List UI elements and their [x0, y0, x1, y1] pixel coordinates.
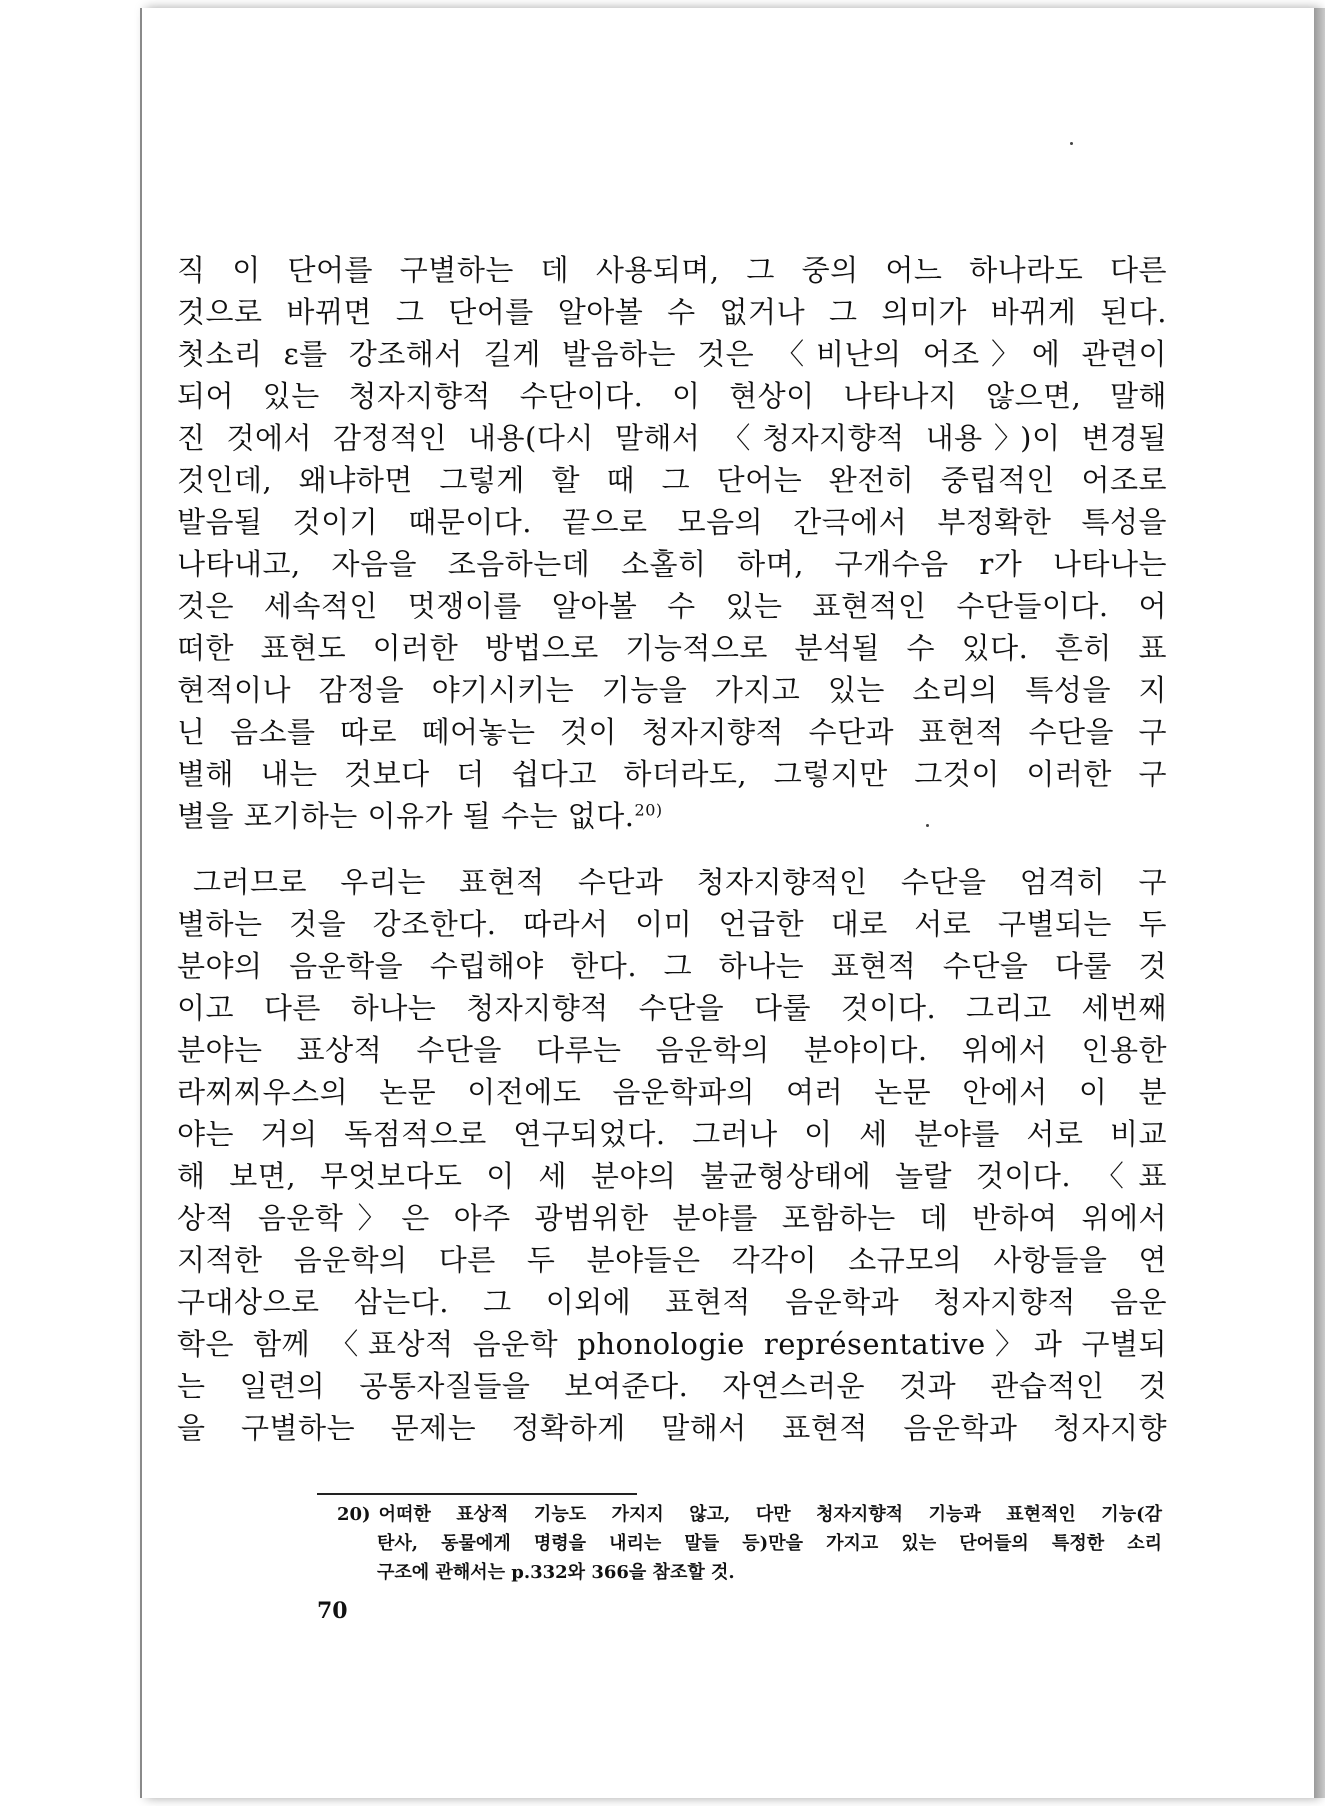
- footnote-line: 탄사, 동물에게 명령을 내리는 말들 등)만을 가지고 있는 단어들의 특정한 소리: [377, 1533, 1162, 1554]
- text-line: 라찌찌우스의 논문 이전에도 음운학파의 여러 논문 안에서 이 분: [177, 1075, 1167, 1109]
- page-edge-shadow: [1314, 8, 1325, 1798]
- text-line: 직 이 단어를 구별하는 데 사용되며, 그 중의 어느 하나라도 다른: [177, 253, 1167, 287]
- text-line: 분야의 음운학을 수립해야 한다. 그 하나는 표현적 수단을 다룰 것: [177, 949, 1167, 983]
- text-line: 분야는 표상적 수단을 다루는 음운학의 분야이다. 위에서 인용한: [177, 1033, 1167, 1067]
- page-number: 70: [317, 1598, 348, 1624]
- text-line: 해 보면, 무엇보다도 이 세 분야의 불균형상태에 놀랄 것이다. 〈표: [177, 1159, 1167, 1193]
- text-line-last: [177, 796, 1167, 836]
- paragraph-1: [177, 250, 1167, 836]
- text-line: 이고 다른 하나는 청자지향적 수단을 다룰 것이다. 그리고 세번째: [177, 991, 1167, 1025]
- text-line: 그러므로 우리는 표현적 수단과 청자지향적인 수단을 엄격히 구: [193, 865, 1167, 899]
- footnote-marker: 20): [337, 1504, 371, 1525]
- ink-speck: [926, 824, 929, 827]
- text-line: 별해 내는 것보다 더 쉽다고 하더라도, 그렇지만 그것이 이러한 구: [177, 757, 1167, 791]
- footnote-separator: [317, 1493, 637, 1495]
- text-line: 것으로 바뀌면 그 단어를 알아볼 수 없거나 그 의미가 바뀌게 된다.: [177, 295, 1167, 329]
- footnote-line: [337, 1500, 1162, 1529]
- text-line: 닌 음소를 따로 떼어놓는 것이 청자지향적 수단과 표현적 수단을 구: [177, 715, 1167, 749]
- ink-speck: [1070, 142, 1073, 145]
- text-line: 발음될 것이기 때문이다. 끝으로 모음의 간극에서 부정확한 특성을: [177, 505, 1167, 539]
- footnote-line: 구조에 관해서는 p.332와 366을 참조할 것.: [377, 1562, 735, 1583]
- text-line-content: 별을 포기하는 이유가 될 수는 없다.: [177, 799, 635, 833]
- body-text: [177, 250, 1167, 1450]
- text-line: 것은 세속적인 멋쟁이를 알아볼 수 있는 표현적인 수단들이다. 어: [177, 589, 1167, 623]
- text-line: 학은 함께 〈표상적 음운학 phonologie représentative〉과 구별되: [177, 1327, 1167, 1361]
- text-line: 첫소리 ε를 강조해서 길게 발음하는 것은 〈비난의 어조〉에 관련이: [177, 337, 1167, 371]
- text-line: 는 일련의 공통자질들을 보여준다. 자연스러운 것과 관습적인 것: [177, 1369, 1167, 1403]
- text-line: 것인데, 왜냐하면 그렇게 할 때 그 단어는 완전히 중립적인 어조로: [177, 463, 1167, 497]
- text-line: 상적 음운학〉은 아주 광범위한 분야를 포함하는 데 반하여 위에서: [177, 1201, 1167, 1235]
- text-line: 현적이나 감정을 야기시키는 기능을 가지고 있는 소리의 특성을 지: [177, 673, 1167, 707]
- footnote-ref[interactable]: 20): [634, 800, 663, 820]
- text-line: 떠한 표현도 이러한 방법으로 기능적으로 분석될 수 있다. 흔히 표: [177, 631, 1167, 665]
- text-line: 별하는 것을 강조한다. 따라서 이미 언급한 대로 서로 구별되는 두: [177, 907, 1167, 941]
- text-line: 나타내고, 자음을 조음하는데 소홀히 하며, 구개수음 r가 나타나는: [177, 547, 1167, 581]
- text-line: 되어 있는 청자지향적 수단이다. 이 현상이 나타나지 않으면, 말해: [177, 379, 1167, 413]
- text-line: 을 구별하는 문제는 정확하게 말해서 표현적 음운학과 청자지향: [177, 1411, 1167, 1445]
- text-line: 구대상으로 삼는다. 그 이외에 표현적 음운학과 청자지향적 음운: [177, 1285, 1167, 1319]
- text-line: 야는 거의 독점적으로 연구되었다. 그러나 이 세 분야를 서로 비교: [177, 1117, 1167, 1151]
- footnote-text: 어떠한 표상적 기능도 가지지 않고, 다만 청자지향적 기능과 표현적인 기능(감: [378, 1504, 1162, 1525]
- footnote-20: [337, 1500, 1162, 1587]
- paragraph-2: [177, 862, 1167, 1448]
- text-line: 지적한 음운학의 다른 두 분야들은 각각이 소규모의 사항들을 연: [177, 1243, 1167, 1277]
- text-line: 진 것에서 감정적인 내용(다시 말해서 〈청자지향적 내용〉)이 변경될: [177, 421, 1167, 455]
- footnotes: [337, 1500, 1162, 1587]
